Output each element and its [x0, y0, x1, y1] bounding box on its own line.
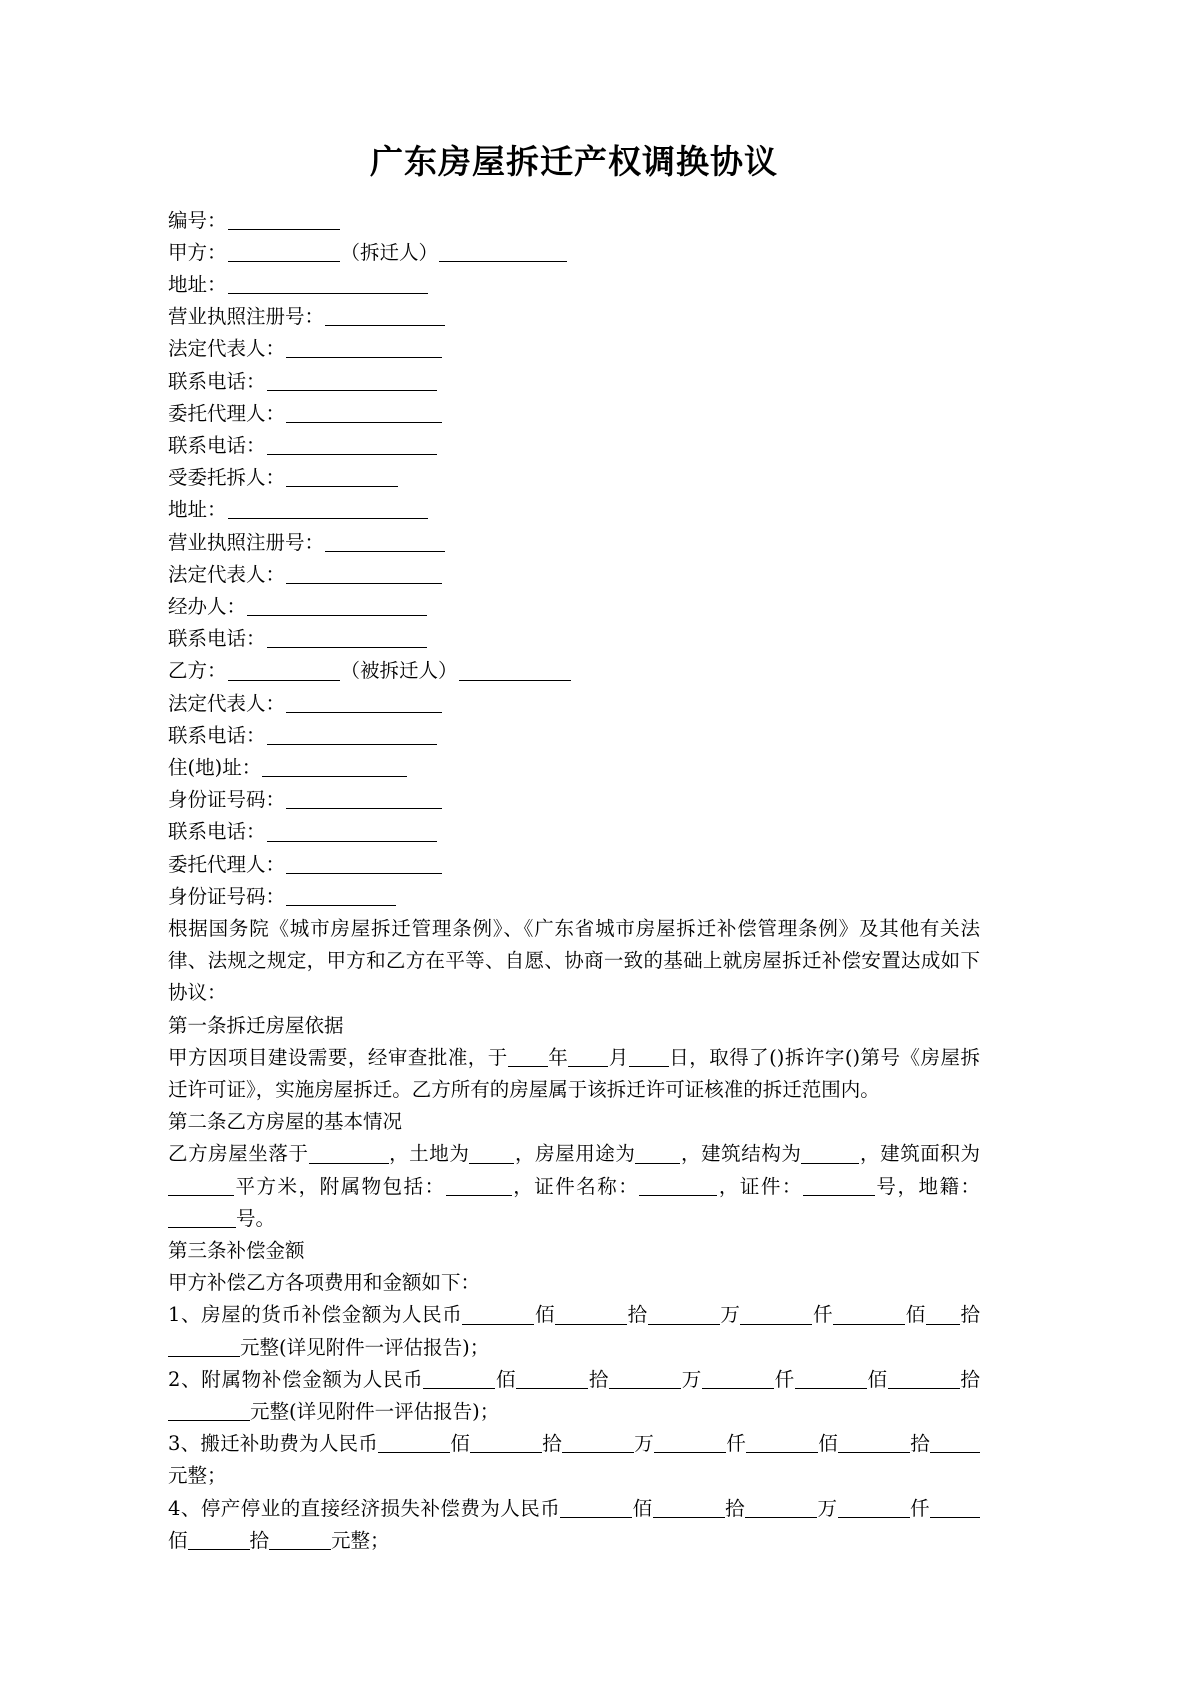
text-run: 拾	[959, 1367, 980, 1391]
form-field-row	[168, 494, 980, 526]
text-run: 拾	[959, 1303, 980, 1327]
form-field-label: 联系电话：	[168, 723, 266, 747]
form-field-row	[168, 784, 980, 816]
form-field-row	[168, 430, 980, 462]
text-run: 3、搬迁补助费为人民币	[168, 1432, 379, 1456]
text-run: 2、附属物补偿金额为人民币	[168, 1367, 424, 1391]
inline-blank[interactable]	[462, 1304, 534, 1325]
form-field-row	[168, 269, 980, 301]
text-run: 元整(详见附件一评估报告)；	[250, 1400, 500, 1424]
form-field-blank[interactable]	[286, 563, 442, 584]
form-field-note: （拆迁人）	[340, 240, 439, 264]
form-field-row	[168, 591, 980, 623]
inline-blank[interactable]	[469, 1143, 514, 1164]
form-field-blank[interactable]	[267, 435, 437, 456]
text-run: 元整(详见附件一评估报告)；	[240, 1335, 490, 1359]
form-field-row	[168, 720, 980, 752]
form-field-note: （被拆迁人）	[340, 659, 458, 683]
form-field-row	[168, 752, 980, 784]
form-field-blank[interactable]	[459, 660, 571, 681]
item-4	[168, 1493, 980, 1557]
form-field-label: 地址：	[168, 272, 227, 296]
form-field-blank[interactable]	[286, 885, 396, 906]
inline-blank[interactable]	[516, 1368, 588, 1389]
text-run: 万	[719, 1303, 741, 1327]
form-field-label: 编号：	[168, 208, 227, 232]
inline-blank[interactable]	[838, 1433, 910, 1454]
inline-blank[interactable]	[168, 1207, 236, 1228]
inline-blank[interactable]	[801, 1143, 859, 1164]
form-field-blank[interactable]	[228, 660, 340, 681]
inline-blank[interactable]	[378, 1433, 450, 1454]
form-field-row	[168, 205, 980, 237]
form-field-blank[interactable]	[267, 370, 437, 391]
inline-blank[interactable]	[568, 1046, 608, 1067]
form-field-row	[168, 527, 980, 559]
form-field-label: 法定代表人：	[168, 562, 286, 586]
form-field-blank[interactable]	[262, 757, 407, 778]
inline-blank[interactable]	[838, 1497, 910, 1518]
inline-blank[interactable]	[740, 1304, 812, 1325]
text-run: 仟	[909, 1496, 930, 1520]
inline-blank[interactable]	[795, 1368, 867, 1389]
form-field-blank[interactable]	[286, 789, 442, 810]
form-field-label: 法定代表人：	[168, 337, 286, 361]
form-field-label: 营业执照注册号：	[168, 305, 325, 329]
text-run: 拾	[724, 1496, 746, 1520]
text-run: 佰	[632, 1496, 653, 1520]
form-field-blank[interactable]	[267, 724, 437, 745]
inline-blank[interactable]	[555, 1304, 627, 1325]
form-field-label: 经办人：	[168, 594, 247, 618]
inline-blank[interactable]	[168, 1336, 240, 1357]
body-block	[168, 913, 980, 1557]
text-run: 仟	[725, 1432, 746, 1456]
inline-blank[interactable]	[309, 1143, 389, 1164]
form-field-label: 联系电话：	[168, 433, 266, 457]
inline-blank[interactable]	[168, 1401, 250, 1422]
text-run: 万	[681, 1367, 702, 1391]
inline-blank[interactable]	[635, 1143, 680, 1164]
form-field-label: 营业执照注册号：	[168, 530, 325, 554]
form-field-label: 受委托拆人：	[168, 466, 286, 490]
text-run: 佰	[168, 1528, 188, 1552]
text-run: 仟	[773, 1367, 795, 1391]
form-field-blank[interactable]	[267, 821, 437, 842]
text-run: 万	[634, 1432, 654, 1456]
form-field-row	[168, 301, 980, 333]
form-field-label: 身份证号码：	[168, 788, 286, 812]
form-field-row	[168, 623, 980, 655]
text-run: ，房屋用途为	[514, 1142, 636, 1166]
form-field-blank[interactable]	[228, 241, 340, 262]
form-field-row	[168, 333, 980, 365]
text-run: 佰	[905, 1303, 926, 1327]
form-fields-block	[168, 205, 980, 913]
form-field-blank[interactable]	[286, 467, 398, 488]
page-title: 广东房屋拆迁产权调换协议	[370, 142, 778, 181]
form-field-row	[168, 366, 980, 398]
item-3	[168, 1428, 980, 1492]
text-run: 日，取得了()拆许字()第号《房屋拆迁许可证》，实施房屋拆迁。乙方所有的房屋属于该拆迁许可证核准的拆迁范围内。	[168, 1045, 980, 1102]
form-field-row	[168, 688, 980, 720]
form-field-blank[interactable]	[325, 531, 445, 552]
text-run: 平方米，附属物包括：	[234, 1174, 446, 1198]
article-2-body	[168, 1138, 980, 1235]
text-run: 乙方房屋坐落于	[168, 1142, 309, 1166]
article-2-heading: 第二条乙方房屋的基本情况	[168, 1110, 403, 1134]
inline-blank[interactable]	[188, 1529, 250, 1550]
form-field-blank[interactable]	[439, 241, 567, 262]
article-3-intro: 甲方补偿乙方各项费用和金额如下：	[168, 1271, 481, 1295]
inline-blank[interactable]	[168, 1175, 234, 1196]
text-run: 佰	[450, 1432, 471, 1456]
preamble: 根据国务院《城市房屋拆迁管理条例》、《广东省城市房屋拆迁补偿管理条例》及其他有关法律、法规之规定，甲方和乙方在平等、自愿、协商一致的基础上就房屋拆迁补偿安置达成如下协议：	[168, 917, 980, 1005]
inline-blank[interactable]	[702, 1368, 774, 1389]
form-field-label: 法定代表人：	[168, 691, 286, 715]
form-field-label: 联系电话：	[168, 627, 266, 651]
form-field-label: 身份证号码：	[168, 884, 286, 908]
text-run: ，证件名称：	[511, 1174, 640, 1198]
text-run: ，土地为	[388, 1142, 470, 1166]
form-field-row	[168, 398, 980, 430]
text-run: 拾	[627, 1303, 648, 1327]
text-run: 号，地籍：	[874, 1174, 980, 1198]
inline-blank[interactable]	[930, 1497, 980, 1518]
inline-blank[interactable]	[562, 1433, 634, 1454]
form-field-label: 委托代理人：	[168, 852, 286, 876]
text-run: 拾	[249, 1528, 270, 1552]
text-run: 佰	[866, 1367, 888, 1391]
text-run: 仟	[812, 1303, 834, 1327]
form-field-blank[interactable]	[267, 628, 427, 649]
text-run: ，建筑结构为	[680, 1142, 802, 1166]
text-run: 拾	[588, 1367, 610, 1391]
text-run: 万	[817, 1496, 838, 1520]
form-field-blank[interactable]	[286, 338, 442, 359]
text-run: 佰	[817, 1432, 838, 1456]
form-field-label: 联系电话：	[168, 820, 266, 844]
form-field-blank[interactable]	[228, 274, 428, 295]
text-run: 1、房屋的货币补偿金额为人民币	[168, 1303, 463, 1327]
article-1-body	[168, 1042, 980, 1106]
inline-blank[interactable]	[746, 1433, 818, 1454]
form-field-row	[168, 559, 980, 591]
form-field-blank[interactable]	[325, 306, 445, 327]
article-1-heading: 第一条拆迁房屋依据	[168, 1013, 344, 1037]
form-field-blank[interactable]	[228, 499, 428, 520]
text-run: 佰	[495, 1367, 517, 1391]
inline-blank[interactable]	[653, 1497, 725, 1518]
inline-blank[interactable]	[654, 1433, 726, 1454]
text-run: 佰	[534, 1303, 556, 1327]
form-field-blank[interactable]	[286, 853, 442, 874]
form-field-label: 住(地)址：	[168, 756, 262, 779]
inline-blank[interactable]	[269, 1529, 331, 1550]
text-run: ，建筑面积为	[859, 1142, 980, 1166]
document-content	[168, 140, 980, 1557]
form-field-row	[168, 462, 980, 494]
inline-blank[interactable]	[803, 1175, 875, 1196]
form-field-row	[168, 881, 980, 913]
form-field-blank[interactable]	[247, 596, 427, 617]
inline-blank[interactable]	[930, 1433, 980, 1454]
inline-blank[interactable]	[745, 1497, 817, 1518]
form-field-label: 甲方：	[168, 240, 227, 264]
text-run: 元整；	[168, 1464, 227, 1488]
inline-blank[interactable]	[446, 1175, 512, 1196]
inline-blank[interactable]	[629, 1046, 669, 1067]
text-run: 4、停产停业的直接经济损失补偿费为人民币	[168, 1496, 561, 1520]
form-field-row	[168, 849, 980, 881]
form-field-row	[168, 816, 980, 848]
inline-blank[interactable]	[888, 1368, 960, 1389]
text-run: 元整；	[331, 1528, 390, 1552]
inline-blank[interactable]	[423, 1368, 495, 1389]
form-field-blank[interactable]	[228, 209, 340, 230]
article-3-heading: 第三条补偿金额	[168, 1239, 305, 1263]
text-run: 号。	[236, 1206, 276, 1230]
inline-blank[interactable]	[560, 1497, 632, 1518]
text-run: ，证件：	[717, 1174, 803, 1198]
text-run: 年	[547, 1045, 569, 1069]
inline-blank[interactable]	[833, 1304, 905, 1325]
form-field-row	[168, 655, 980, 687]
text-run: 拾	[909, 1432, 930, 1456]
item-2	[168, 1364, 980, 1428]
inline-blank[interactable]	[926, 1304, 960, 1325]
text-run: 月	[608, 1045, 629, 1069]
item-1	[168, 1299, 980, 1363]
inline-blank[interactable]	[470, 1433, 542, 1454]
inline-blank[interactable]	[609, 1368, 681, 1389]
inline-blank[interactable]	[648, 1304, 720, 1325]
form-field-label: 地址：	[168, 498, 227, 522]
form-field-label: 委托代理人：	[168, 401, 286, 425]
text-run: 拾	[542, 1432, 562, 1456]
form-field-blank[interactable]	[286, 692, 442, 713]
inline-blank[interactable]	[508, 1046, 548, 1067]
form-field-label: 联系电话：	[168, 369, 266, 393]
form-field-row	[168, 237, 980, 269]
inline-blank[interactable]	[639, 1175, 717, 1196]
form-field-blank[interactable]	[286, 402, 442, 423]
form-field-label: 乙方：	[168, 659, 227, 683]
text-run: 甲方因项目建设需要，经审查批准，于	[168, 1045, 508, 1069]
